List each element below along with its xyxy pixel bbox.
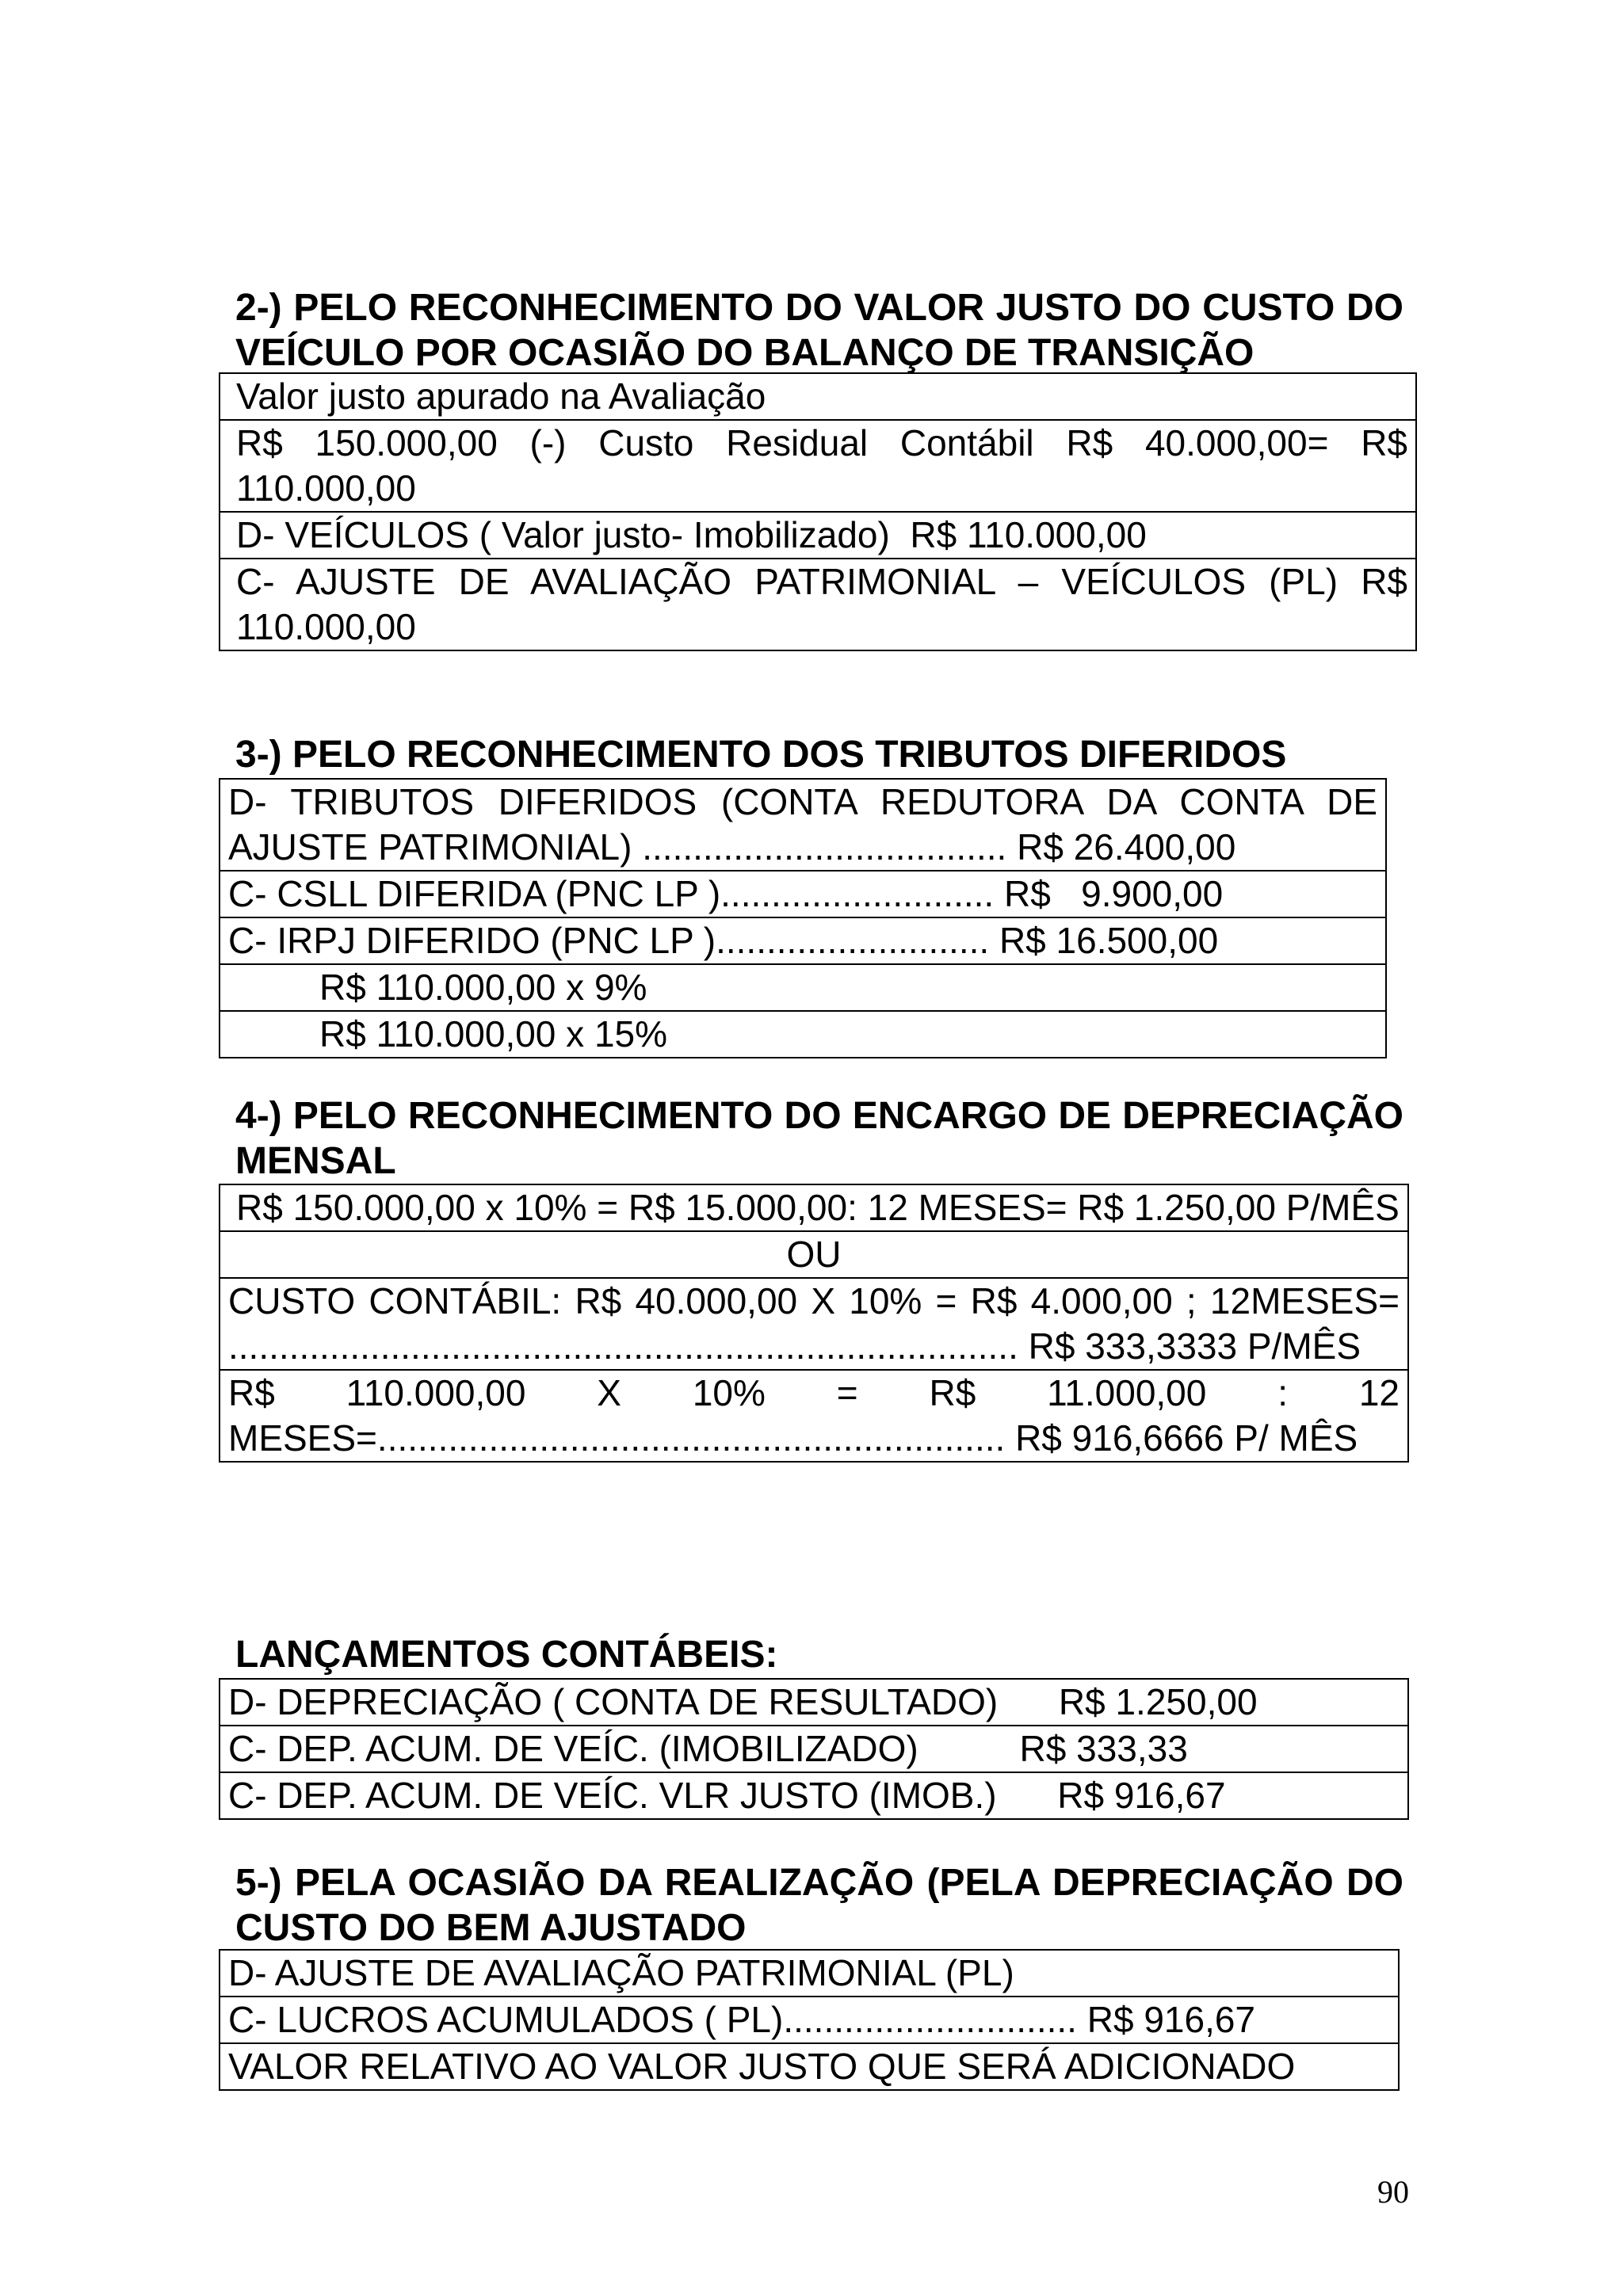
section-4-heading: 4-) PELO RECONHECIMENTO DO ENCARGO DE DEPRECIAÇÃO MENSAL — [235, 1095, 1403, 1182]
table-cell: CUSTO CONTÁBIL: R$ 40.000,00 X 10% = R$ 4.000,00 ; 12MESES= .............................................................................. R$ 333,3333 P/MÊS — [220, 1278, 1408, 1370]
table-cell: VALOR RELATIVO AO VALOR JUSTO QUE SERÁ ADICIONADO — [220, 2043, 1399, 2090]
section-3-heading: 3-) PELO RECONHECIMENTO DOS TRIBUTOS DIFERIDOS — [235, 734, 1287, 776]
table-row — [220, 779, 1386, 871]
table-cell: D- DEPRECIAÇÃO ( CONTA DE RESULTADO) R$ 1.250,00 — [220, 1679, 1408, 1726]
table-row — [220, 1726, 1408, 1772]
table-cell: OU — [220, 1231, 1408, 1278]
table-cell: D- VEÍCULOS ( Valor justo- Imobilizado) R$ 110.000,00 — [220, 512, 1416, 559]
page-number: 90 — [1377, 2174, 1409, 2210]
table-row — [220, 1184, 1408, 1231]
section-3-table — [219, 778, 1387, 1058]
table-row — [220, 1370, 1408, 1462]
section-2-heading: 2-) PELO RECONHECIMENTO DO VALOR JUSTO DO CUSTO DO VEÍCULO POR OCASIÃO DO BALANÇO DE TRANSIÇÃO — [235, 287, 1403, 374]
table-cell: R$ 110.000,00 X 10% = R$ 11.000,00 : 12 MESES=.............................................................. R$ 916,6666 P/ MÊS — [220, 1370, 1408, 1462]
table-cell: C- CSLL DIFERIDA (PNC LP )........................... R$ 9.900,00 — [220, 871, 1386, 917]
table-cell: C- LUCROS ACUMULADOS ( PL)............................. R$ 916,67 — [220, 1997, 1399, 2043]
table-cell: R$ 110.000,00 x 9% — [220, 964, 1386, 1011]
table-row — [220, 1772, 1408, 1819]
table-cell: D- TRIBUTOS DIFERIDOS (CONTA REDUTORA DA CONTA DE AJUSTE PATRIMONIAL) .................................... R$ 26.400,00 — [220, 779, 1386, 871]
table-row — [220, 1950, 1399, 1997]
lancamentos-heading: LANÇAMENTOS CONTÁBEIS: — [235, 1634, 778, 1676]
table-row — [220, 373, 1416, 420]
table-row — [220, 1679, 1408, 1726]
table-cell: R$ 110.000,00 x 15% — [220, 1011, 1386, 1058]
table-cell: C- IRPJ DIFERIDO (PNC LP )........................... R$ 16.500,00 — [220, 917, 1386, 964]
table-row — [220, 917, 1386, 964]
table-cell: R$ 150.000,00 (-) Custo Residual Contábil R$ 40.000,00= R$ 110.000,00 — [220, 420, 1416, 512]
section-5-table — [219, 1949, 1400, 2091]
table-cell: Valor justo apurado na Avaliação — [220, 373, 1416, 420]
section-4-table — [219, 1184, 1409, 1463]
section-5-heading: 5-) PELA OCASIÃO DA REALIZAÇÃO (PELA DEPRECIAÇÃO DO CUSTO DO BEM AJUSTADO — [235, 1862, 1403, 1949]
table-row — [220, 1231, 1408, 1278]
table-row — [220, 512, 1416, 559]
table-row — [220, 1011, 1386, 1058]
lancamentos-table — [219, 1678, 1409, 1820]
table-row — [220, 559, 1416, 650]
table-cell: C- AJUSTE DE AVALIAÇÃO PATRIMONIAL – VEÍCULOS (PL) R$ 110.000,00 — [220, 559, 1416, 650]
table-row — [220, 420, 1416, 512]
section-2-table — [219, 372, 1417, 651]
table-row — [220, 964, 1386, 1011]
table-row — [220, 1278, 1408, 1370]
table-cell: C- DEP. ACUM. DE VEÍC. VLR JUSTO (IMOB.) R$ 916,67 — [220, 1772, 1408, 1819]
table-cell: C- DEP. ACUM. DE VEÍC. (IMOBILIZADO) R$ 333,33 — [220, 1726, 1408, 1772]
table-row — [220, 871, 1386, 917]
table-cell: D- AJUSTE DE AVALIAÇÃO PATRIMONIAL (PL) — [220, 1950, 1399, 1997]
table-row — [220, 1997, 1399, 2043]
table-cell: R$ 150.000,00 x 10% = R$ 15.000,00: 12 MESES= R$ 1.250,00 P/MÊS — [220, 1184, 1408, 1231]
table-row — [220, 2043, 1399, 2090]
